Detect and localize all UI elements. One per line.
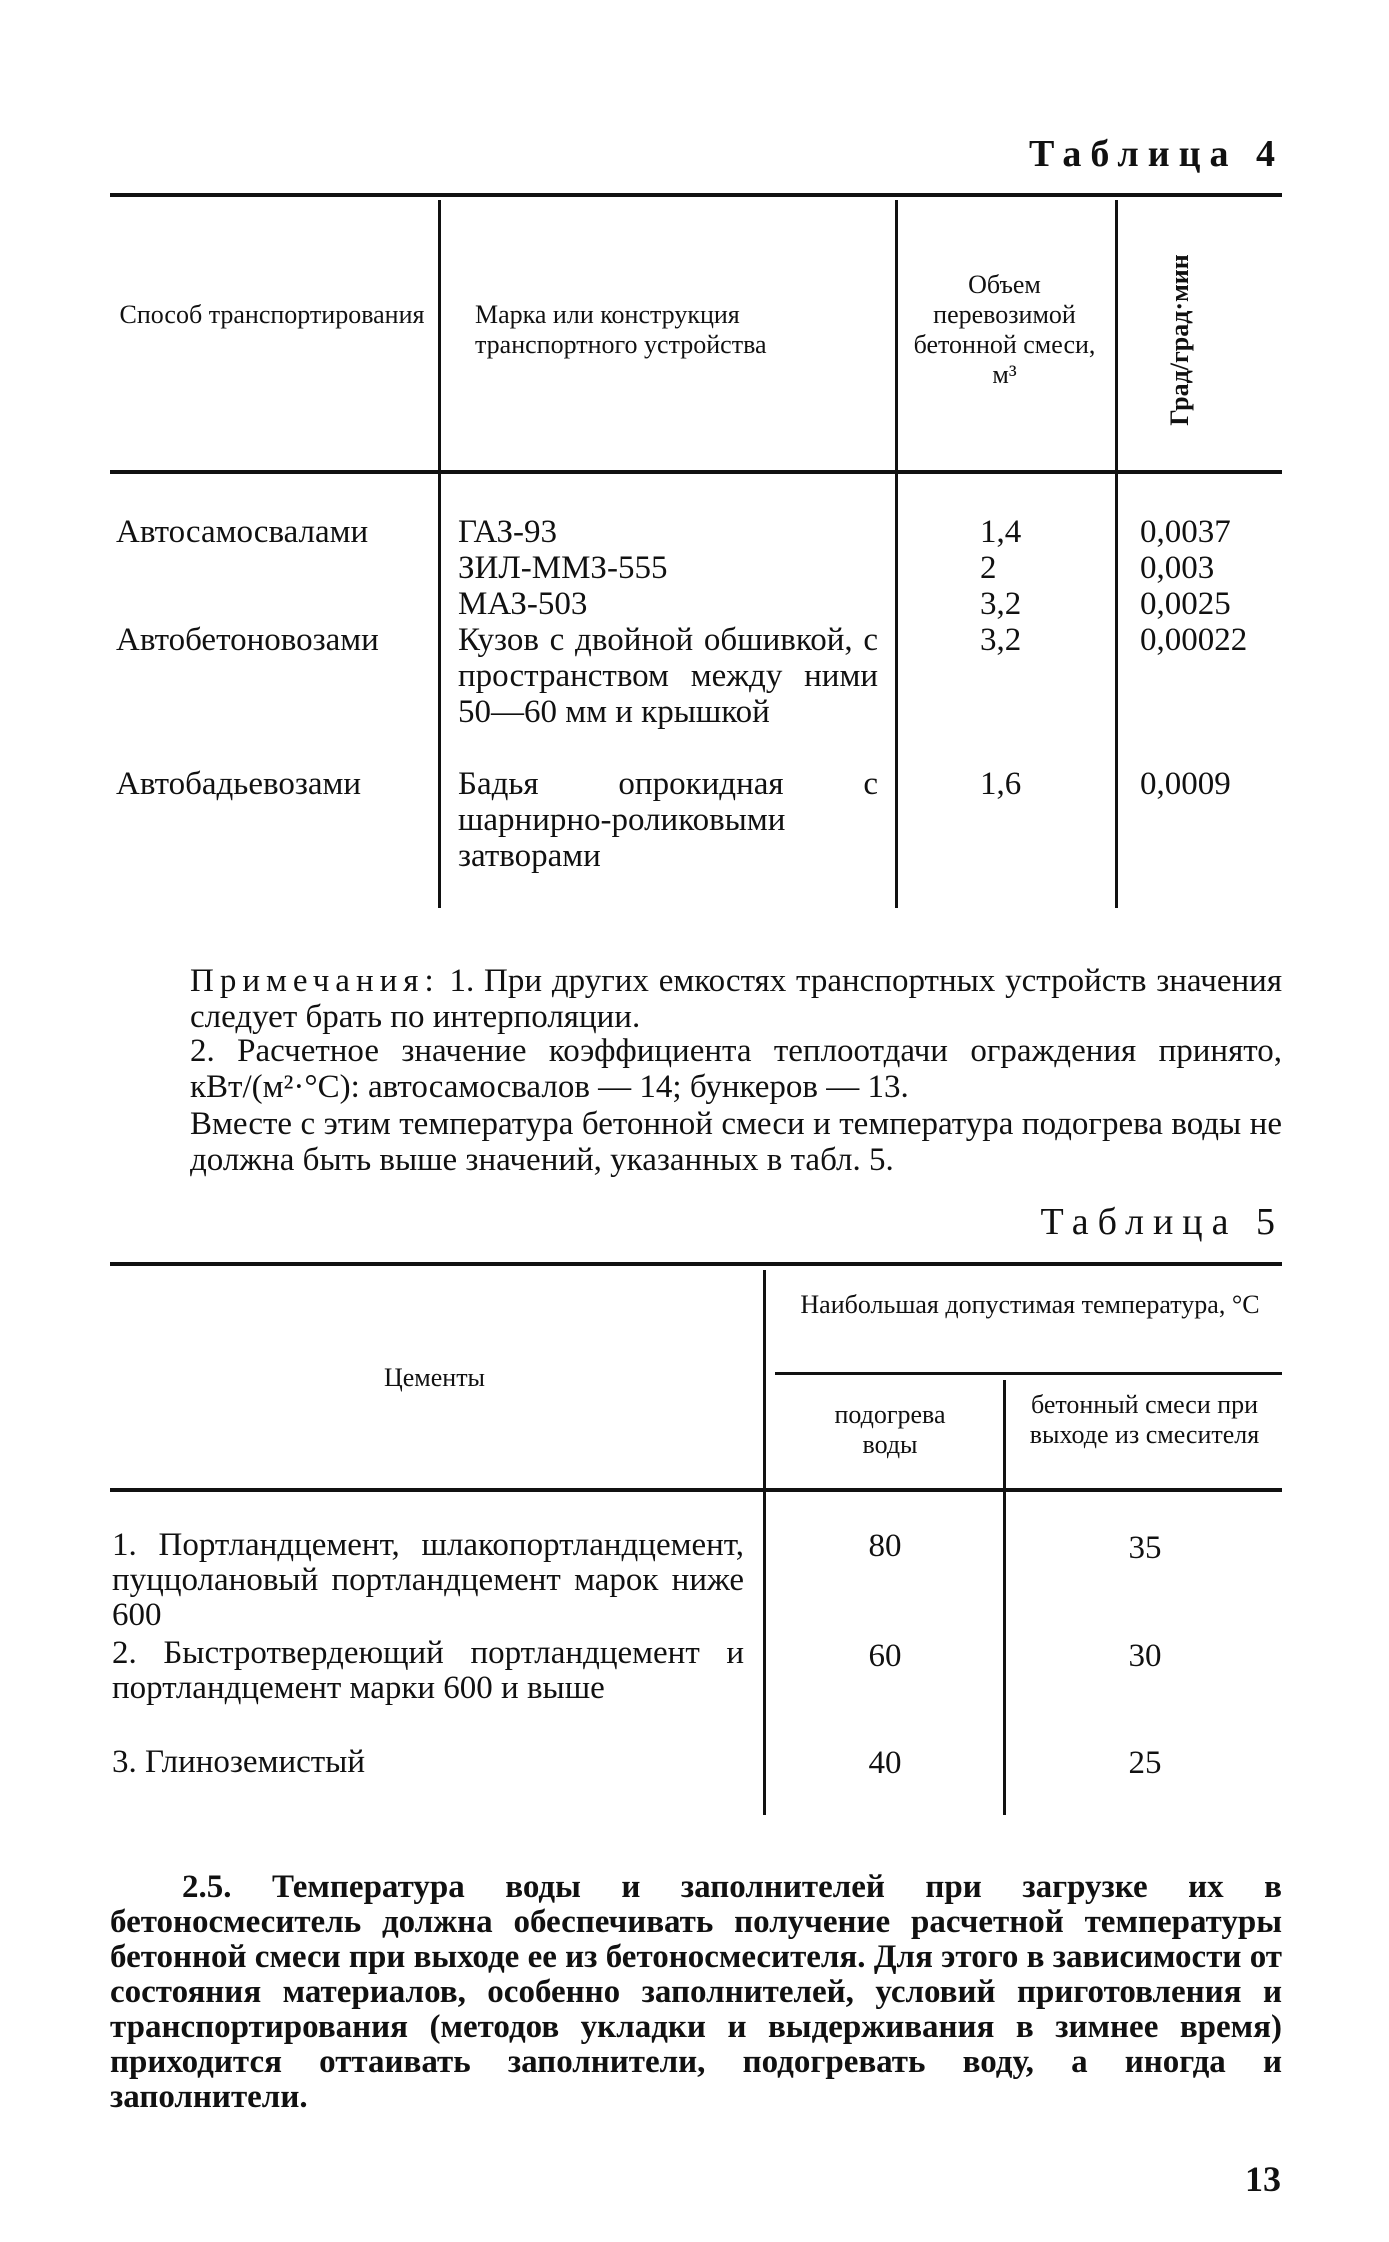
table5-row-water: 80: [868, 1528, 902, 1564]
table5-row-name: 2. Быстротвердеющий портландцемент и портландцемент марки 600 и выше: [112, 1635, 744, 1706]
table4-row-device: Бадья опрокидная с шарнирно-роликовыми затворами: [458, 766, 878, 874]
table4-row-method: Автобадьевозами: [116, 766, 362, 802]
table4-row-rate: 0,003: [1140, 550, 1215, 586]
table4-row-rate: 0,0025: [1140, 586, 1231, 622]
table4-row-method: Автосамосвалами: [116, 514, 369, 550]
table5-row-name: 1. Портландцемент, шлакопортландцемент, пуццолановый портландцемент марок ниже 600: [112, 1527, 744, 1633]
table5-col-divider: [763, 1270, 766, 1815]
table5-col-divider: [1003, 1380, 1006, 1815]
table4-row-method: Автобетоновозами: [116, 622, 379, 658]
table5-row-mix: 25: [1128, 1745, 1162, 1781]
table5-row-water: 60: [868, 1638, 902, 1674]
table5-header-water: подогрева воды: [834, 1400, 946, 1459]
table4-col-divider: [895, 200, 898, 908]
table4-row-volume: 3,2: [980, 586, 1022, 622]
table4-header-volume: Объем перевозимой бетонной смеси, м³: [913, 270, 1096, 389]
table4-header-rule: [110, 470, 1282, 474]
table4-row-rate: 0,0037: [1140, 514, 1231, 550]
section-2-5: 2.5. Температура воды и заполнителей при загрузке их в бетоносмеситель должна обеспечивать получение расчетной температуры бетонной смеси при выходе ее из бетоносмесителя. Для этого в зависимости от состояния материалов, особенно заполнителей, условий приготовления и транспортирования (методов укладки и выдерживания в зимнее время) приходится оттаивать заполнители, подогревать воду, а иногда и заполнители.: [110, 1869, 1282, 2115]
table4-header-rate: Град/град·мин: [1165, 254, 1194, 426]
table5-row-water: 40: [868, 1745, 902, 1781]
table5-header-mix: бетонный смеси при выходе из смесителя: [1029, 1390, 1260, 1449]
note-2: 2. Расчетное значение коэффициента теплоотдачи ограждения принято, кВт/(м²·°С): автосамосвалов — 14; бункеров — 13.: [190, 1033, 1282, 1105]
table5-subheader-rule: [775, 1372, 1282, 1375]
table4-top-rule: [110, 193, 1282, 197]
table4-row-volume: 1,6: [980, 766, 1022, 802]
table5-header-group: Наибольшая допустимая температура, °С: [800, 1290, 1260, 1319]
table4-col-divider: [438, 200, 441, 908]
table5-row-mix: 30: [1128, 1638, 1162, 1674]
table4-row-device: МАЗ-503: [458, 586, 588, 622]
table4-row-volume: 3,2: [980, 622, 1022, 658]
table4-col-divider: [1115, 200, 1118, 908]
table5-row-mix: 35: [1128, 1530, 1162, 1566]
notes-paragraph: Вместе с этим температура бетонной смеси и температура подогрева воды не должна быть выше значений, указанных в табл. 5.: [190, 1106, 1282, 1178]
table4-row-rate: 0,0009: [1140, 766, 1231, 802]
table4-row-device: Кузов с двойной обшивкой, с пространством между ними 50—60 мм и крышкой: [458, 622, 878, 730]
table5-header-cement: Цементы: [383, 1363, 486, 1392]
table5-header-rule: [110, 1488, 1282, 1492]
table4-row-volume: 1,4: [980, 514, 1022, 550]
table4-row-rate: 0,00022: [1140, 622, 1248, 658]
table4-row-device: ЗИЛ-ММЗ-555: [458, 550, 668, 586]
note-1: 1. При других емкостях транспортных устройств значения следует брать по интерполяции.: [190, 963, 1282, 1035]
table5-caption: Таблица 5: [1040, 1201, 1284, 1243]
table5-row-name: 3. Глиноземистый: [112, 1744, 366, 1780]
page-number: 13: [1245, 2159, 1281, 2199]
table4-row-device: ГАЗ-93: [458, 514, 558, 550]
table4-header-device: Марка или конструкция транспортного устройства: [475, 300, 767, 359]
table4-header-method: Способ транспортирования: [119, 300, 425, 329]
table4-caption: Таблица 4: [1028, 133, 1284, 175]
table4-row-volume: 2: [980, 550, 997, 586]
notes-block: [190, 963, 1282, 1035]
table5-top-rule: [110, 1262, 1282, 1266]
notes-label: Примечания:: [190, 963, 440, 999]
